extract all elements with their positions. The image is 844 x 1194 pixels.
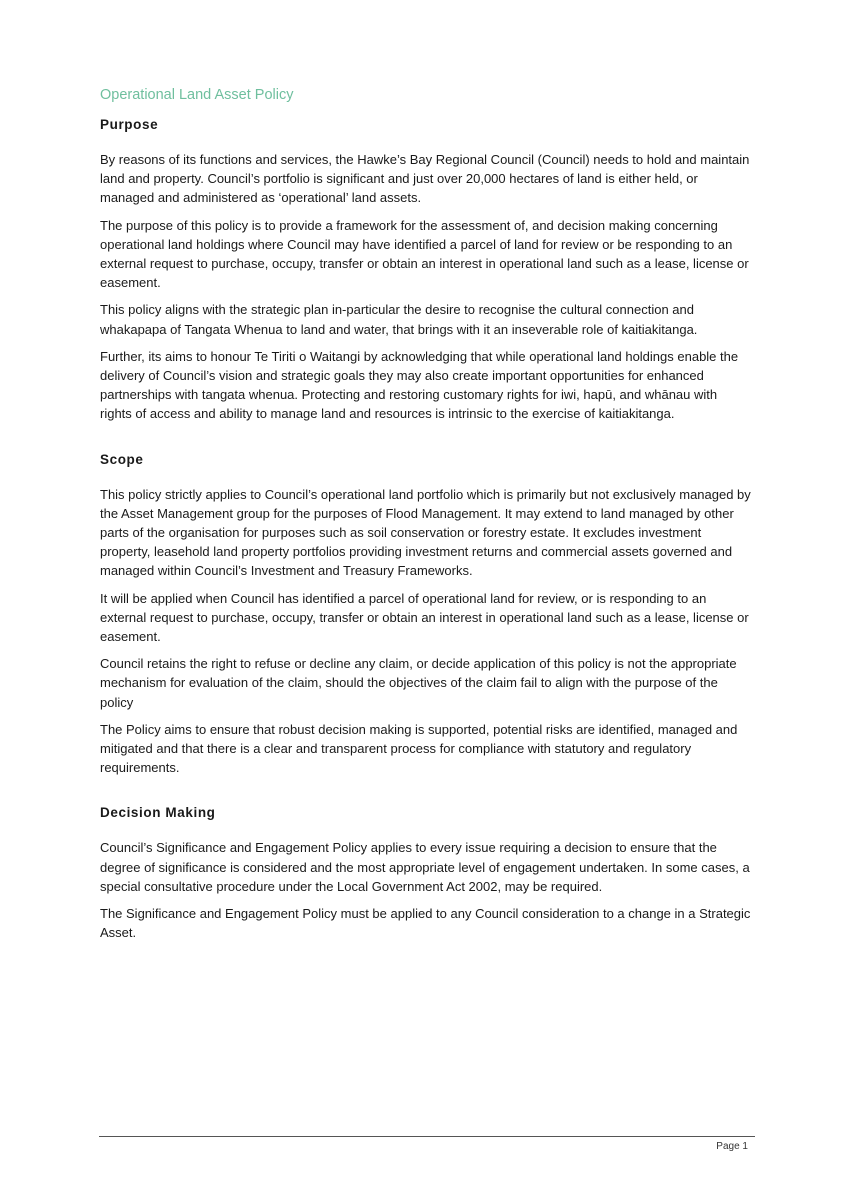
paragraph: It will be applied when Council has identified a parcel of operational land for review, or is responding to an external request to purchase, occupy, transfer or obtain an interest in operational land such as a lease, license or easement.	[100, 590, 749, 645]
paragraph: This policy aligns with the strategic plan in-particular the desire to recognise the cultural connection and whakapapa of Tangata Whenua to land and water, that brings with it an inseverable role of kaitiakitanga.	[100, 302, 698, 337]
document-title: Operational Land Asset Policy	[100, 87, 294, 103]
page-number: Page 1	[716, 1141, 748, 1152]
paragraph: The purpose of this policy is to provide a framework for the assessment of, and decision making concerning operational land holdings where Council may have identified a parcel of land for review or be responding to an external request to purchase, occupy, transfer or obtain an interest in operational land such as a lease, license or easement.	[100, 217, 749, 291]
footer-divider	[99, 1136, 755, 1137]
paragraph: Further, its aims to honour Te Tiriti o Waitangi by acknowledging that while operational land holdings enable the delivery of Council’s vision and strategic goals they may also create important opportunities for enhanced partnerships with tangata whenua. Protecting and restoring customary rights for iwi, hapū, and whānau with rights of access and ability to manage land and resources is intrinsic to the exercise of kaitiakitanga.	[100, 348, 739, 422]
paragraph: This policy strictly applies to Council’s operational land portfolio which is primarily but not exclusively managed by the Asset Management group for the purposes of Flood Management. It may extend to land managed by other parts of the organisation for purposes such as soil conservation or forestry estate. It excludes investment property, leasehold land property portfolios providing investment returns and commercial assets governed and managed within Council’s Investment and Treasury Frameworks.	[100, 486, 751, 579]
section-heading: Purpose	[100, 117, 159, 132]
paragraph: Council’s Significance and Engagement Policy applies to every issue requiring a decision to ensure that the degree of significance is considered and the most appropriate level of engagement undertaken. In some cases, a special consultative procedure under the Local Government Act 2002, may be required.	[100, 840, 750, 894]
section-purpose	[100, 117, 752, 424]
section-decision-making	[100, 805, 752, 942]
paragraph: The Significance and Engagement Policy must be applied to any Council consideration to a change in a Strategic Asset.	[100, 906, 751, 941]
section-heading: Decision Making	[100, 805, 216, 821]
paragraph: Council retains the right to refuse or decline any claim, or decide application of this policy is not the appropriate mechanism for evaluation of the claim, should the objectives of the claim fail to align with the purpose of the policy	[100, 656, 737, 710]
section-scope	[100, 452, 752, 778]
paragraph: By reasons of its functions and services, the Hawke’s Bay Regional Council (Council) needs to hold and maintain land and property. Council’s portfolio is significant and just over 20,000 hectares of land is either held, or managed and administered as ‘operational’ land assets.	[100, 152, 750, 206]
paragraph: The Policy aims to ensure that robust decision making is supported, potential risks are identified, managed and mitigated and that there is a clear and transparent process for compliance with statutory and regulatory requirements.	[100, 721, 738, 776]
document-page	[100, 87, 752, 971]
section-heading: Scope	[100, 451, 144, 467]
